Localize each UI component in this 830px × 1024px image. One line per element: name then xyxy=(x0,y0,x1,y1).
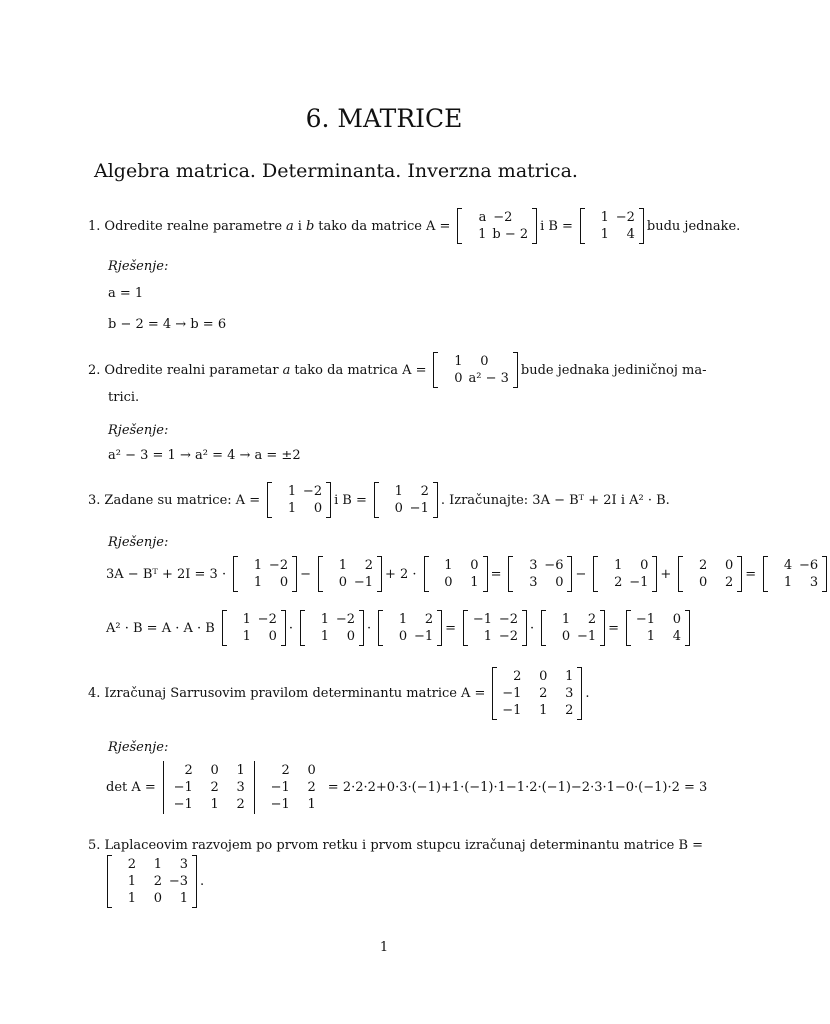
solution-line: a² − 3 = 1 → a² = 4 → a = ±2 xyxy=(108,448,301,463)
matrix-cell: 1 xyxy=(236,763,245,778)
matrix-row xyxy=(514,557,566,574)
matrix-cell: −1 xyxy=(270,780,290,795)
matrix-cell: −1 xyxy=(353,575,373,590)
matrix xyxy=(378,610,442,646)
matrix-row xyxy=(170,796,248,813)
matrix-cell: 0 xyxy=(725,558,734,573)
problem-4: 4. Izračunaj Sarrusovim pravilom determinantu matrice A = 2 0 1 −1 2 3 −1 1 2 . xyxy=(88,669,590,718)
matrix-cell: 0 xyxy=(338,575,347,590)
matrix-cell: 4 xyxy=(626,227,635,242)
matrix-cell: −1 xyxy=(629,575,649,590)
matrix-cell: 2 xyxy=(725,575,734,590)
matrix-cell: b − 2 xyxy=(492,227,529,242)
page-title: 6. MATRICE xyxy=(305,104,463,133)
matrix-cell: 0 xyxy=(672,612,682,627)
matrix-cell: 1 xyxy=(600,227,609,242)
matrix-row xyxy=(273,483,325,500)
problem-5: 5. Laplaceovim razvojem po prvom retku i prvom stupcu izračunaj determinantu matrice B = xyxy=(88,838,704,853)
matrix-cell: 2 xyxy=(364,558,373,573)
matrix xyxy=(678,556,742,592)
matrix-row xyxy=(239,574,291,591)
matrix xyxy=(222,610,286,646)
solution-equation-2: A² · B = A · A · B 1 −2 1 0 · 1 −2 1 0 · 1 2 0 −1 = −1 −2 1 −2 · 1 2 0 −1 = −1 0 1 4 xyxy=(106,610,693,646)
problem-number: 2. xyxy=(88,362,101,378)
matrix xyxy=(318,556,382,592)
matrix-cell: 0 xyxy=(555,575,564,590)
matrix xyxy=(763,556,827,592)
matrix-cell: 1 xyxy=(307,797,316,812)
matrix-cell: 4 xyxy=(672,629,682,644)
matrix-cell: 2 xyxy=(281,763,290,778)
matrix-row xyxy=(430,557,482,574)
matrix-cell: 1 xyxy=(320,629,329,644)
matrix-cell: 1 xyxy=(561,612,571,627)
matrix xyxy=(463,610,527,646)
solution-line: a = 1 xyxy=(108,286,144,301)
matrix-row xyxy=(267,796,319,813)
matrix-cell: 1 xyxy=(338,558,347,573)
matrix-cell: −1 xyxy=(413,629,434,644)
matrix-cell: −2 xyxy=(498,629,519,644)
matrix-cell: 3 xyxy=(529,575,538,590)
matrix-cell: −2 xyxy=(302,484,323,499)
matrix-row xyxy=(380,483,432,500)
matrix-cell: 0 xyxy=(480,354,489,369)
matrix-cell: 1 xyxy=(646,629,656,644)
matrix-row xyxy=(439,353,511,370)
matrix-cell: 2 xyxy=(307,780,316,795)
matrix-row xyxy=(632,611,684,628)
matrix-cell: −2 xyxy=(498,612,519,627)
matrix-row xyxy=(113,873,191,890)
matrix-b xyxy=(107,855,197,908)
matrix-a xyxy=(267,482,331,518)
matrix-row xyxy=(228,628,280,645)
matrix-cell: a² − 3 xyxy=(468,371,509,386)
matrix-cell: 0 xyxy=(313,501,323,516)
matrix-row xyxy=(170,779,248,796)
matrix-cell: 3 xyxy=(529,558,538,573)
matrix-cell: 1 xyxy=(478,227,487,242)
matrix-cell: 2 xyxy=(127,857,136,872)
matrix-cell: 1 xyxy=(444,558,453,573)
matrix-cell: 1 xyxy=(127,891,136,906)
matrix-cell: −1 xyxy=(173,780,193,795)
matrix-row xyxy=(267,762,319,779)
matrix-cell: 1 xyxy=(153,857,162,872)
matrix-row xyxy=(228,611,280,628)
matrix-cell: 2 xyxy=(420,484,429,499)
matrix-cell: 0 xyxy=(454,371,463,386)
matrix-cell: 2 xyxy=(424,612,434,627)
matrix-row xyxy=(632,628,684,645)
matrix-cell: 1 xyxy=(242,629,251,644)
matrix xyxy=(541,610,605,646)
matrix-row xyxy=(769,574,821,591)
matrix-cell: −6 xyxy=(544,558,564,573)
matrix-cell: 1 xyxy=(470,575,479,590)
matrix xyxy=(424,556,488,592)
problem-5-matrix: 2 1 3 1 2 −3 1 0 1 . xyxy=(104,855,208,908)
matrix-cell: 1 xyxy=(287,484,297,499)
matrix-cell: −1 xyxy=(472,612,493,627)
matrix-cell: −1 xyxy=(502,686,522,701)
matrix-row xyxy=(239,557,291,574)
matrix-cell: −1 xyxy=(577,629,597,644)
solution-equation: det A = 2 0 1 −1 2 3 −1 1 2 2 0 −1 2 −1 1 = 2·2·2+0·3·(−1)+1·(−1)·1−1·2·(−1)−2·3·1−0·(−1)·2 = 3 xyxy=(106,763,708,812)
matrix-cell: 2 xyxy=(210,780,219,795)
matrix-cell: −1 xyxy=(173,797,193,812)
matrix-row xyxy=(498,702,576,719)
matrix-cell: 1 xyxy=(242,612,251,627)
matrix xyxy=(626,610,690,646)
matrix-cell: 1 xyxy=(210,797,219,812)
solution-label: Rješenje: xyxy=(108,259,169,274)
matrix-cell: 0 xyxy=(444,575,453,590)
problem-number: 4. xyxy=(88,686,101,701)
matrix-cell: −1 xyxy=(502,703,522,718)
page-number: 1 xyxy=(379,940,389,955)
matrix-cell: 2 xyxy=(587,612,597,627)
matrix-row xyxy=(273,500,325,517)
matrix-cell: 1 xyxy=(483,629,493,644)
matrix-cell: 1 xyxy=(253,575,263,590)
matrix-cell: −2 xyxy=(268,558,289,573)
matrix-cell: −2 xyxy=(493,210,513,225)
matrix-row xyxy=(267,779,319,796)
matrix xyxy=(508,556,572,592)
matrix-b xyxy=(580,208,644,244)
matrix-cell: 1 xyxy=(565,669,574,684)
matrix-cell: −1 xyxy=(409,501,429,516)
matrix-cell: 1 xyxy=(454,354,463,369)
matrix-row xyxy=(439,370,511,387)
matrix-cell: 3 xyxy=(179,857,188,872)
matrix-row xyxy=(599,557,651,574)
matrix-cell: 0 xyxy=(210,763,219,778)
matrix-a xyxy=(433,352,517,388)
matrix-cell: 1 xyxy=(394,484,403,499)
matrix-cell: 0 xyxy=(346,629,355,644)
matrix-cell: −1 xyxy=(270,797,290,812)
matrix-cell: 1 xyxy=(253,558,263,573)
matrix-cell: 2 xyxy=(699,558,708,573)
solution-label: Rješenje: xyxy=(108,740,169,755)
solution-line: b − 2 = 4 → b = 6 xyxy=(108,317,227,332)
problem-number: 5. xyxy=(88,838,101,853)
matrix-cell: 2 xyxy=(184,763,193,778)
matrix-cell: 1 xyxy=(783,575,793,590)
matrix-row xyxy=(306,628,358,645)
matrix-cell: 2 xyxy=(236,797,245,812)
matrix-row xyxy=(380,500,432,517)
matrix-cell: 4 xyxy=(783,558,793,573)
matrix-row xyxy=(306,611,358,628)
matrix-cell: 2 xyxy=(614,575,623,590)
solution-equation-1: 3A − Bᵀ + 2I = 3 · 1 −2 1 0 − 1 2 0 −1 + 2 · 1 0 0 1 = 3 −6 3 0 − 1 0 2 −1 + 2 0 0 2 = 4 −6 1 3 xyxy=(106,556,830,592)
matrix-row xyxy=(684,557,736,574)
matrix-cell: 1 xyxy=(127,874,136,889)
matrix-row xyxy=(113,890,191,907)
matrix-cell: −6 xyxy=(799,558,819,573)
matrix-row xyxy=(586,226,638,243)
matrix-cell: 1 xyxy=(614,558,623,573)
matrix-row xyxy=(586,209,638,226)
matrix-row xyxy=(384,611,436,628)
matrix-a xyxy=(457,208,537,244)
matrix-cell: 3 xyxy=(236,780,245,795)
matrix-row xyxy=(324,557,376,574)
matrix-cell: 2 xyxy=(513,669,522,684)
matrix-cell: 1 xyxy=(539,703,548,718)
matrix-row xyxy=(514,574,566,591)
matrix-cell: −2 xyxy=(615,210,635,225)
matrix-cell: 1 xyxy=(179,891,188,906)
sarrus-extra-columns xyxy=(261,761,325,814)
matrix-row xyxy=(547,628,599,645)
problem-1: 1. Odredite realne parametre a i b tako da matrice A = a −2 1 b − 2 i B = 1 −2 1 4 budu jednake. xyxy=(88,210,741,242)
matrix-cell: 3 xyxy=(809,575,819,590)
matrix-cell: 1 xyxy=(287,501,297,516)
determinant xyxy=(163,761,255,814)
matrix-row xyxy=(113,856,191,873)
matrix-row xyxy=(599,574,651,591)
problem-number: 3. xyxy=(88,492,101,508)
matrix-row xyxy=(463,209,531,226)
matrix-row xyxy=(469,628,521,645)
matrix-cell: 1 xyxy=(320,612,329,627)
matrix-cell: 2 xyxy=(539,686,548,701)
matrix-cell: 2 xyxy=(153,874,162,889)
matrix-row xyxy=(324,574,376,591)
matrix-cell: −3 xyxy=(168,874,188,889)
matrix-row xyxy=(384,628,436,645)
matrix-b xyxy=(374,482,438,518)
matrix-cell: 0 xyxy=(640,558,649,573)
matrix-row xyxy=(469,611,521,628)
matrix-cell: −2 xyxy=(257,612,277,627)
matrix-cell: −1 xyxy=(635,612,656,627)
matrix-row xyxy=(684,574,736,591)
matrix-cell: 0 xyxy=(539,669,548,684)
matrix-cell: −2 xyxy=(335,612,355,627)
solution-label: Rješenje: xyxy=(108,423,169,438)
matrix xyxy=(233,556,297,592)
matrix-row xyxy=(547,611,599,628)
matrix-cell: 0 xyxy=(398,629,408,644)
matrix-cell: 0 xyxy=(394,501,403,516)
matrix-row xyxy=(170,762,248,779)
matrix-cell: a xyxy=(478,210,487,225)
matrix-a xyxy=(492,667,582,720)
matrix-cell: 1 xyxy=(398,612,408,627)
matrix-cell: 3 xyxy=(565,686,574,701)
section-subtitle: Algebra matrica. Determinanta. Inverzna matrica. xyxy=(94,160,578,182)
problem-2: 2. Odredite realni parametar a tako da matrica A = 1 0 0 a² − 3 bude jednaka jediničnoj ma- xyxy=(88,354,707,386)
matrix-cell: 0 xyxy=(561,629,571,644)
solution-label: Rješenje: xyxy=(108,535,169,550)
matrix-cell: 0 xyxy=(470,558,479,573)
matrix xyxy=(300,610,364,646)
matrix-row xyxy=(463,226,531,243)
matrix-cell: 0 xyxy=(268,629,277,644)
matrix-row xyxy=(498,668,576,685)
matrix-cell: 0 xyxy=(699,575,708,590)
problem-number: 1. xyxy=(88,218,101,234)
matrix-cell: 0 xyxy=(279,575,289,590)
matrix xyxy=(593,556,657,592)
matrix-cell: 2 xyxy=(565,703,574,718)
matrix-row xyxy=(430,574,482,591)
matrix-cell: 1 xyxy=(600,210,609,225)
matrix-row xyxy=(498,685,576,702)
matrix-cell: 0 xyxy=(307,763,316,778)
problem-3: 3. Zadane su matrice: A = 1 −2 1 0 i B = 1 2 0 −1 . Izračunajte: 3A − Bᵀ + 2I i A² · B. xyxy=(88,484,670,516)
matrix-cell: 0 xyxy=(153,891,162,906)
matrix-row xyxy=(769,557,821,574)
